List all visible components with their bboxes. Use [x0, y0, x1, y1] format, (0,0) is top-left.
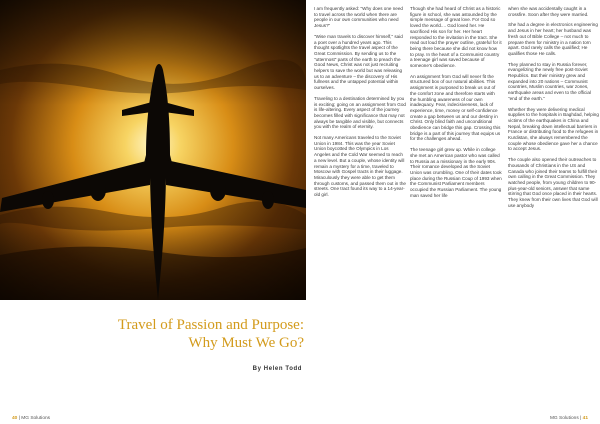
paragraph: The teenage girl grew up. While in college she met an American pastor who was called to Russia as a missionary in the early 90s. Their romance developed as the Soviet Union was crumbling. One of their dates took place during the Russian Coup of 1993 when the Communist Parliament members occupied the Russian Parliament. The young man saved her life	[410, 147, 502, 198]
page-number-right: 41	[582, 416, 588, 421]
text-column-2	[410, 6, 502, 204]
paragraph: I am frequently asked: "Why does one need to travel across the world when there are people in our own communities who need Jesus?"	[314, 6, 403, 29]
article-title	[98, 316, 304, 352]
paragraph: Traveling to a destination determined by you is exciting; going on an assignment from God is life-altering. Every aspect of the journey becomes filled with significance that may not always be tangible and visible, but connects you with the realm of eternity.	[314, 95, 406, 130]
paragraph: Not many Americans traveled to the Soviet Union in 1984. This was the year Soviet Union boycotted the Olympics in Los Angeles and the Cold War seemed to reach a new level. But a couple, whose identity will remain a mystery for a time, traveled to Moscow with Gospel tracts in their luggage. Miraculously they were able to get them through customs, and passed them out in the streets. One tract found its way to a 14-year-old girl.	[314, 135, 406, 198]
text-column-3	[508, 6, 600, 214]
page-number-left: 40	[12, 416, 18, 421]
paragraph: The couple also opened their outreaches to thousands of Christians in the US and Canada who joined their teams to fulfill their own calling in the Great Commission. They watched people, from young children to 90-plus-year-old seniors, answer that same stirring that God once placed in their hearts. They knew from their own lives that God will use anybody	[508, 157, 598, 208]
article-title-line2: Why Must We Go?	[188, 335, 304, 351]
airplane-sunset-photo	[0, 0, 306, 300]
paragraph: "Wise man travels to discover himself," said a poet over a hundred years ago. This thought spotlights the travel aspect of the Great Commission. By sending us to the "uttermost" parts of the earth to preach the Good News, Christ was not just recruiting helpers to save the world but was releasing us to an adventure – the discovery of His fullness and the untapped potential within ourselves.	[314, 33, 403, 91]
paragraph: She had a degree in electronics engineering and Jesus in her heart; her husband was fresh out of Bible College – not much to prepare them for ministry in a nation torn apart. God rarely calls the qualified; He qualifies those He calls.	[508, 22, 598, 56]
paragraph: They planned to stay in Russia forever, evangelizing the newly free post-Soviet Republics. But their ministry grew and expanded into 20 nations – Communist countries, Muslim countries, war zones, earthquake areas and even to the official "end of the earth."	[508, 61, 591, 101]
paragraph: Whether they were delivering medical supplies to the hospitals in Baghdad, helping victims of the earthquakes in China and Nepal, breaking down intellectual barriers in France or distributing food to the refugees in Kurdistan, she always remembered the couple whose obedience gave her a chance to accept Jesus.	[508, 106, 599, 152]
paragraph: when she was accidentally caught in a crossfire. Soon after they were married.	[508, 6, 589, 17]
article-title-line1: Travel of Passion and Purpose:	[117, 317, 304, 333]
article-byline: By Helen Todd	[252, 366, 302, 372]
paragraph: An assignment from God will never fit the structured box of our natural abilities. This assignment is purposed to break us out of the comfort zone and therefore starts with the humbling awareness of our own inadequacy. Fear, indecisiveness, lack of experience, time, money or self-confidence create a gap between us and our destiny in Christ. Only blind faith and unconditional obedience can bridge this gap. Crossing this bridge is a part of this journey that equips us for the challenges ahead.	[410, 73, 501, 142]
text-column-1	[314, 6, 406, 203]
page-footer-right	[550, 416, 588, 421]
airplane-sunset-illustration	[0, 0, 306, 300]
magazine-name-right: MG Solutions |	[549, 416, 582, 421]
page-footer-left	[12, 416, 50, 421]
paragraph: Though she had heard of Christ as a historic figure in school, she was astounded by the simple message of great love. For God so loved the world.... God loved her. He sacrificed His son for her. Her heart responded to the invitation in the tract. She read out loud the prayer outline, grateful for it being there because she did not know how to pray. In the heart of a Communist country a teenage girl was saved because of someone's obedience.	[410, 6, 502, 69]
magazine-name-left: | MG Solutions	[18, 416, 51, 421]
